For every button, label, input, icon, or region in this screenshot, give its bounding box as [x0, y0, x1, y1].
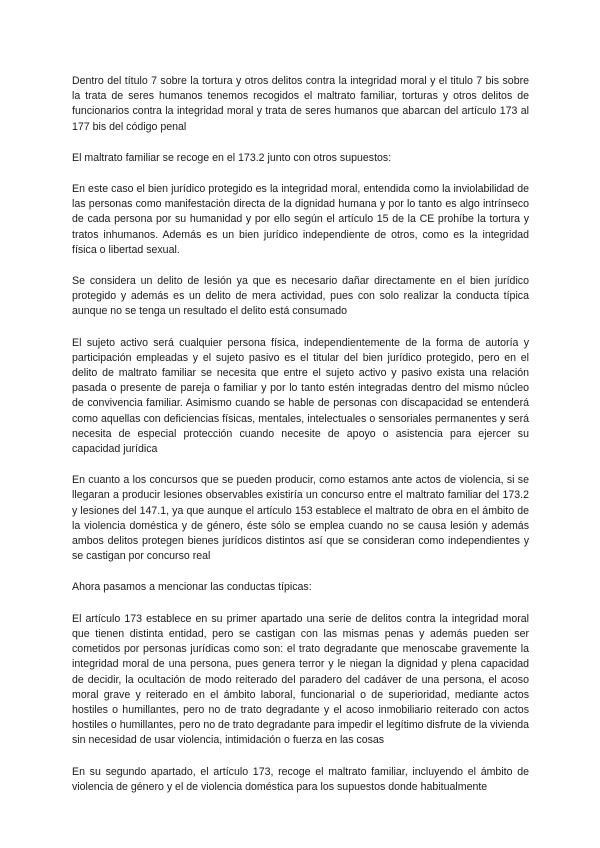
document-page	[72, 74, 529, 811]
paragraph-2: El maltrato familiar se recoge en el 173.2 junto con otros supuestos:	[72, 151, 392, 164]
paragraph-1: Dentro del título 7 sobre la tortura y otros delitos contra la integridad moral y el titulo 7 bis sobre la trata de seres humanos tenemos recogidos el maltrato familiar, torturas y otros delitos de funcionarios contra la integridad moral y trata de seres humanos que abarcan del artículo 173 al 177 bis del código penal	[72, 75, 529, 133]
paragraph-8: El artículo 173 establece en su primer apartado una serie de delitos contra la integridad moral que tienen distinta entidad, pero se castigan con las mismas penas y además pueden ser cometidos por personas jurídicas como son: el trato degradante que menoscabe gravemente la integridad moral de una persona, pues genera terror y le niegan la dignidad y plena capacidad de decidir, la ocultación de modo reiterado del paradero del cadáver de una persona, el acoso moral grave y reiterado en el ámbito laboral, funcionarial o de superioridad, mediante actos hostiles o humillantes, pero no de trato degradante y el acoso inmobiliario reiterado con actos hostiles o humillantes, pero no de trato degradante para impedir el legítimo disfrute de la vivienda sin necesidad de usar violencia, intimidación o fuerza en las cosas	[72, 612, 529, 747]
paragraph-3: En este caso el bien jurídico protegido es la integridad moral, entendida como la inviolabilidad de las personas como manifestación directa de la dignidad humana y por lo tanto es algo intrínseco de cada persona por su humanidad y por ello según el artículo 15 de la CE prohíbe la tortura y tratos inhumanos. Además es un bien jurídico independiente de otros, como es la integridad física o libertad sexual.	[72, 183, 529, 256]
paragraph-6: En cuanto a los concursos que se pueden producir, como estamos ante actos de violencia, si se llegaran a producir lesiones observables existiría un concurso entre el maltrato familiar del 173.2 y lesiones del 147.1, ya que aunque el artículo 153 establece el maltrato de obra en el ámbito de la violencia doméstica y de género, éste sólo se emplea cuando no se causa lesión y además ambos delitos protegen bienes jurídicos distintos así que se consideran como independientes y se castigan por concurso real	[72, 474, 529, 563]
paragraph-7: Ahora pasamos a mencionar las conductas típicas:	[72, 581, 312, 594]
paragraph-4: Se considera un delito de lesión ya que es necesario dañar directamente en el bien jurídico protegido y además es un delito de mera actividad, pues con solo realizar la conducta típica aunque no se tenga un resultado el delito está consumado	[72, 275, 529, 318]
paragraph-5: El sujeto activo será cualquier persona física, independientemente de la forma de autoría y participación empleadas y el sujeto pasivo es el titular del bien jurídico protegido, pero en el delito de maltrato familiar se necesita que entre el sujeto activo y pasivo exista una relación pasada o presente de pareja o familiar y por lo tanto estén integradas dentro del mismo núcleo de convivencia familiar. Asimismo cuando se hable de personas con discapacidad se entenderá como aquellas con deficiencias físicas, mentales, intelectuales o sensoriales permanentes y será necesita de especial protección cuando necesite de apoyo o asistencia para ejercer su capacidad jurídica	[72, 336, 529, 456]
paragraph-9: En su segundo apartado, el artículo 173, recoge el maltrato familiar, incluyendo el ámbito de violencia de género y el de violencia doméstica para los supuestos donde habitualmente	[72, 765, 529, 793]
